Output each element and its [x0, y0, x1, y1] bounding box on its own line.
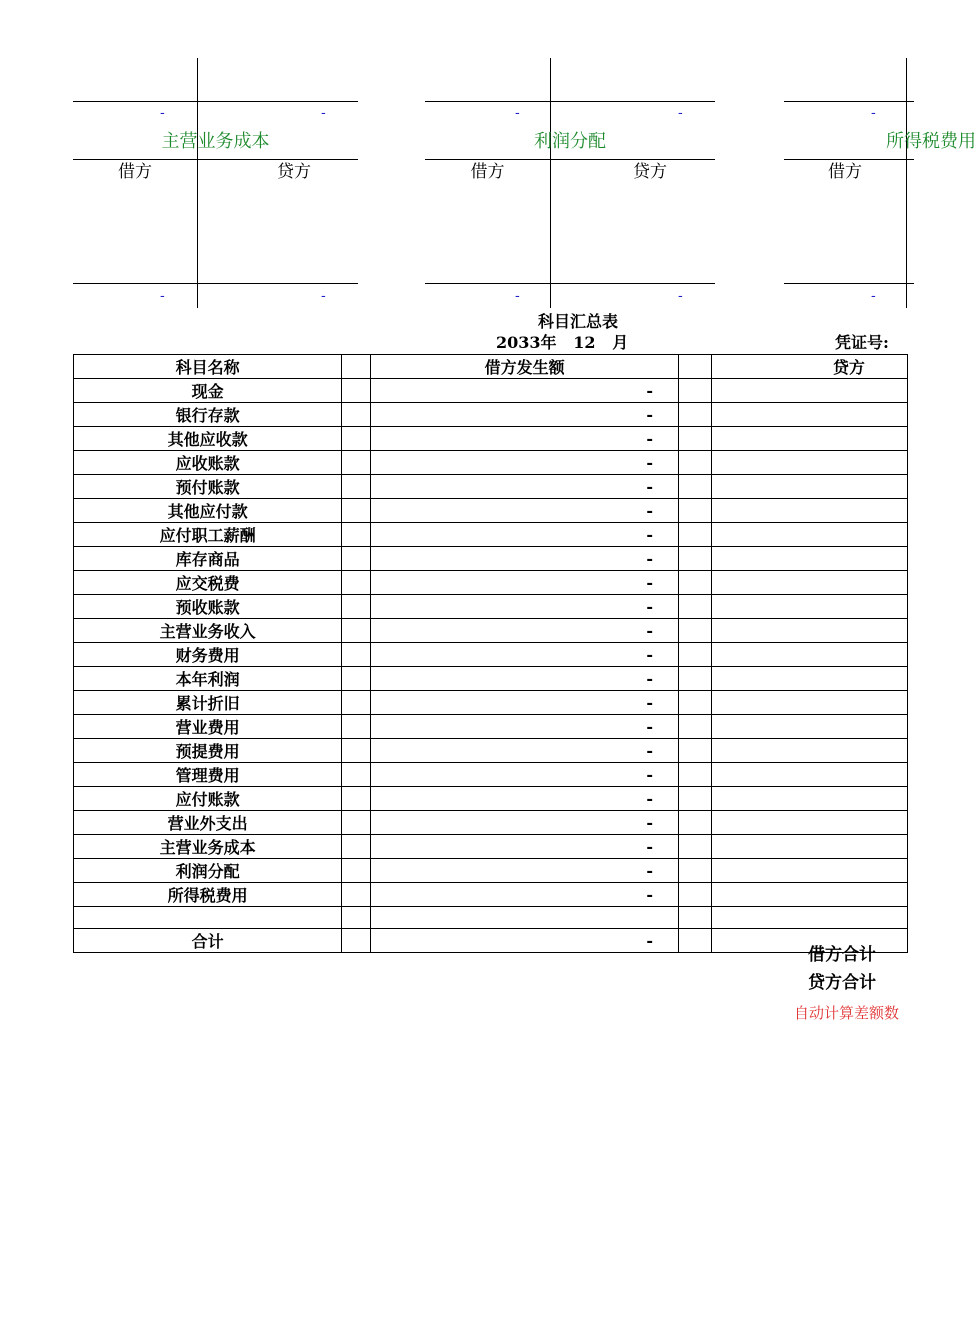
summary-row [74, 403, 908, 427]
debit-amount-cell: - [371, 883, 679, 907]
debit-amount-cell: - [371, 523, 679, 547]
t-account-3-top-line [784, 101, 914, 102]
t-account-3-bottom-debit: - [871, 288, 876, 304]
debit-amount-cell: - [371, 643, 679, 667]
spacer-cell [342, 403, 371, 427]
debit-amount-cell: - [371, 499, 679, 523]
credit-amount-cell [711, 619, 907, 643]
debit-amount-cell: - [371, 763, 679, 787]
account-name-cell: 营业外支出 [74, 811, 342, 835]
t-account-1-top-credit: - [321, 105, 326, 121]
summary-row [74, 811, 908, 835]
summary-row [74, 595, 908, 619]
debit-amount-cell: - [371, 739, 679, 763]
summary-row [74, 523, 908, 547]
credit-amount-cell [711, 835, 907, 859]
t-account-2-divider [550, 58, 551, 308]
difference-note: 自动计算差额数 [794, 1004, 900, 1022]
spacer-cell [678, 403, 711, 427]
spacer-cell [342, 787, 371, 811]
summary-table [73, 354, 908, 953]
credit-amount-cell [711, 763, 907, 787]
spacer-cell [678, 571, 711, 595]
spacer-cell [678, 835, 711, 859]
t-account-2-top-debit: - [515, 105, 520, 121]
spacer-cell [678, 499, 711, 523]
header-debit: 借方发生额 [371, 355, 679, 379]
credit-amount-cell [711, 499, 907, 523]
header-account-name: 科目名称 [74, 355, 342, 379]
spacer-cell [342, 763, 371, 787]
spacer-cell [342, 451, 371, 475]
account-name-cell: 应交税费 [74, 571, 342, 595]
summary-row [74, 907, 908, 929]
summary-row [74, 667, 908, 691]
t-account-1-debit-label: 借方 [118, 162, 152, 182]
debit-amount-cell: - [371, 619, 679, 643]
t-account-1-divider [197, 58, 198, 308]
spacer-cell [342, 595, 371, 619]
spacer-cell [678, 883, 711, 907]
spacer-cell [678, 787, 711, 811]
total-debit: - [371, 928, 679, 952]
debit-amount-cell: - [371, 715, 679, 739]
total-label: 合计 [74, 928, 342, 952]
debit-amount-cell: - [371, 811, 679, 835]
spacer-cell [342, 715, 371, 739]
header-credit: 贷方 [711, 355, 907, 379]
summary-row [74, 619, 908, 643]
debit-amount-cell: - [371, 787, 679, 811]
spacer-cell [342, 523, 371, 547]
account-name-cell: 财务费用 [74, 643, 342, 667]
summary-row [74, 643, 908, 667]
spacer-cell [678, 451, 711, 475]
debit-amount-cell: - [371, 595, 679, 619]
credit-amount-cell [711, 475, 907, 499]
debit-amount-cell: - [371, 379, 679, 403]
t-account-2-bottom-credit: - [678, 288, 683, 304]
credit-amount-cell [711, 907, 907, 929]
credit-amount-cell [711, 451, 907, 475]
t-account-2-top-line [425, 101, 715, 102]
account-name-cell [74, 907, 342, 929]
spacer-cell [678, 475, 711, 499]
credit-total-label: 贷方合计 [808, 973, 876, 993]
summary-row [74, 739, 908, 763]
t-account-2-bottom-debit: - [515, 288, 520, 304]
account-name-cell: 预付账款 [74, 475, 342, 499]
debit-amount-cell: - [371, 403, 679, 427]
spacer-cell [678, 811, 711, 835]
summary-row [74, 883, 908, 907]
total-spacer [342, 928, 371, 952]
spacer-cell [342, 571, 371, 595]
account-name-cell: 主营业务收入 [74, 619, 342, 643]
spacer-cell [342, 667, 371, 691]
credit-amount-cell [711, 715, 907, 739]
summary-row [74, 787, 908, 811]
account-name-cell: 库存商品 [74, 547, 342, 571]
debit-amount-cell [371, 907, 679, 929]
summary-row [74, 499, 908, 523]
summary-row [74, 691, 908, 715]
credit-amount-cell [711, 571, 907, 595]
debit-amount-cell: - [371, 427, 679, 451]
t-account-1-bottom-credit: - [321, 288, 326, 304]
t-account-1-title: 主营业务成本 [161, 131, 270, 152]
credit-amount-cell [711, 379, 907, 403]
spacer-cell [678, 547, 711, 571]
account-name-cell: 其他应收款 [74, 427, 342, 451]
spacer-cell [678, 715, 711, 739]
summary-row [74, 571, 908, 595]
spacer-cell [678, 739, 711, 763]
account-name-cell: 预提费用 [74, 739, 342, 763]
account-name-cell: 其他应付款 [74, 499, 342, 523]
spacer-cell [342, 691, 371, 715]
spacer-cell [342, 643, 371, 667]
account-name-cell: 累计折旧 [74, 691, 342, 715]
t-account-3-bottom-line [784, 283, 914, 284]
spacer-cell [678, 427, 711, 451]
debit-amount-cell: - [371, 691, 679, 715]
account-name-cell: 本年利润 [74, 667, 342, 691]
t-account-3-divider [906, 58, 907, 308]
account-name-cell: 预收账款 [74, 595, 342, 619]
spacer-cell [678, 691, 711, 715]
account-name-cell: 主营业务成本 [74, 835, 342, 859]
summary-header-row [74, 355, 908, 379]
spacer-cell [678, 643, 711, 667]
account-name-cell: 应付账款 [74, 787, 342, 811]
spacer-cell [678, 763, 711, 787]
debit-amount-cell: - [371, 451, 679, 475]
spacer-cell [342, 499, 371, 523]
debit-amount-cell: - [371, 835, 679, 859]
account-name-cell: 管理费用 [74, 763, 342, 787]
account-name-cell: 银行存款 [74, 403, 342, 427]
summary-date: 2033年 12 月 [496, 333, 629, 352]
account-name-cell: 应付职工薪酬 [74, 523, 342, 547]
spacer-cell [678, 907, 711, 929]
t-account-1-top-debit: - [160, 105, 165, 121]
t-account-1-top-line [73, 101, 358, 102]
summary-row [74, 763, 908, 787]
credit-amount-cell [711, 739, 907, 763]
spacer-cell [342, 547, 371, 571]
debit-amount-cell: - [371, 475, 679, 499]
t-account-2-header-line [425, 159, 715, 160]
t-account-3-top-debit: - [871, 105, 876, 121]
spacer-cell [678, 619, 711, 643]
t-account-3-header-line [784, 159, 914, 160]
t-account-2-credit-label: 贷方 [633, 162, 667, 182]
spacer-cell [342, 619, 371, 643]
account-name-cell: 营业费用 [74, 715, 342, 739]
debit-amount-cell: - [371, 547, 679, 571]
credit-amount-cell [711, 643, 907, 667]
t-account-1-bottom-line [73, 283, 358, 284]
spacer-cell [678, 595, 711, 619]
spacer-cell [342, 883, 371, 907]
debit-total-label: 借方合计 [808, 945, 876, 965]
credit-amount-cell [711, 427, 907, 451]
total-spacer [678, 928, 711, 952]
t-account-3-debit-label: 借方 [828, 162, 862, 182]
t-account-2-top-credit: - [678, 105, 683, 121]
credit-amount-cell [711, 859, 907, 883]
summary-total-row [74, 928, 908, 952]
summary-title: 科目汇总表 [537, 312, 618, 331]
t-account-1-bottom-debit: - [160, 288, 165, 304]
spacer-cell [678, 859, 711, 883]
header-spacer [342, 355, 371, 379]
debit-amount-cell: - [371, 667, 679, 691]
spacer-cell [342, 427, 371, 451]
t-account-3-title: 所得税费用 [886, 131, 976, 152]
summary-row [74, 715, 908, 739]
spacer-cell [678, 379, 711, 403]
account-name-cell: 所得税费用 [74, 883, 342, 907]
t-account-2-debit-label: 借方 [470, 162, 505, 182]
credit-amount-cell [711, 883, 907, 907]
credit-amount-cell [711, 691, 907, 715]
summary-row [74, 475, 908, 499]
spacer-cell [342, 379, 371, 403]
summary-row [74, 547, 908, 571]
credit-amount-cell [711, 667, 907, 691]
account-name-cell: 利润分配 [74, 859, 342, 883]
header-spacer [678, 355, 711, 379]
spacer-cell [342, 475, 371, 499]
debit-amount-cell: - [371, 571, 679, 595]
spacer-cell [678, 523, 711, 547]
credit-amount-cell [711, 595, 907, 619]
debit-amount-cell: - [371, 859, 679, 883]
account-name-cell: 现金 [74, 379, 342, 403]
voucher-label: 凭证号: [835, 333, 889, 352]
spacer-cell [342, 907, 371, 929]
t-account-1-header-line [73, 159, 358, 160]
credit-amount-cell [711, 403, 907, 427]
summary-row [74, 427, 908, 451]
credit-amount-cell [711, 547, 907, 571]
summary-row [74, 451, 908, 475]
summary-row [74, 835, 908, 859]
spacer-cell [342, 811, 371, 835]
credit-amount-cell [711, 811, 907, 835]
summary-row [74, 379, 908, 403]
account-name-cell: 应收账款 [74, 451, 342, 475]
summary-row [74, 859, 908, 883]
spacer-cell [342, 739, 371, 763]
spacer-cell [678, 667, 711, 691]
credit-amount-cell [711, 523, 907, 547]
credit-amount-cell [711, 787, 907, 811]
t-account-2-title: 利润分配 [534, 131, 606, 152]
spacer-cell [342, 859, 371, 883]
t-account-1-credit-label: 贷方 [277, 162, 311, 182]
spacer-cell [342, 835, 371, 859]
t-account-2-bottom-line [425, 283, 715, 284]
